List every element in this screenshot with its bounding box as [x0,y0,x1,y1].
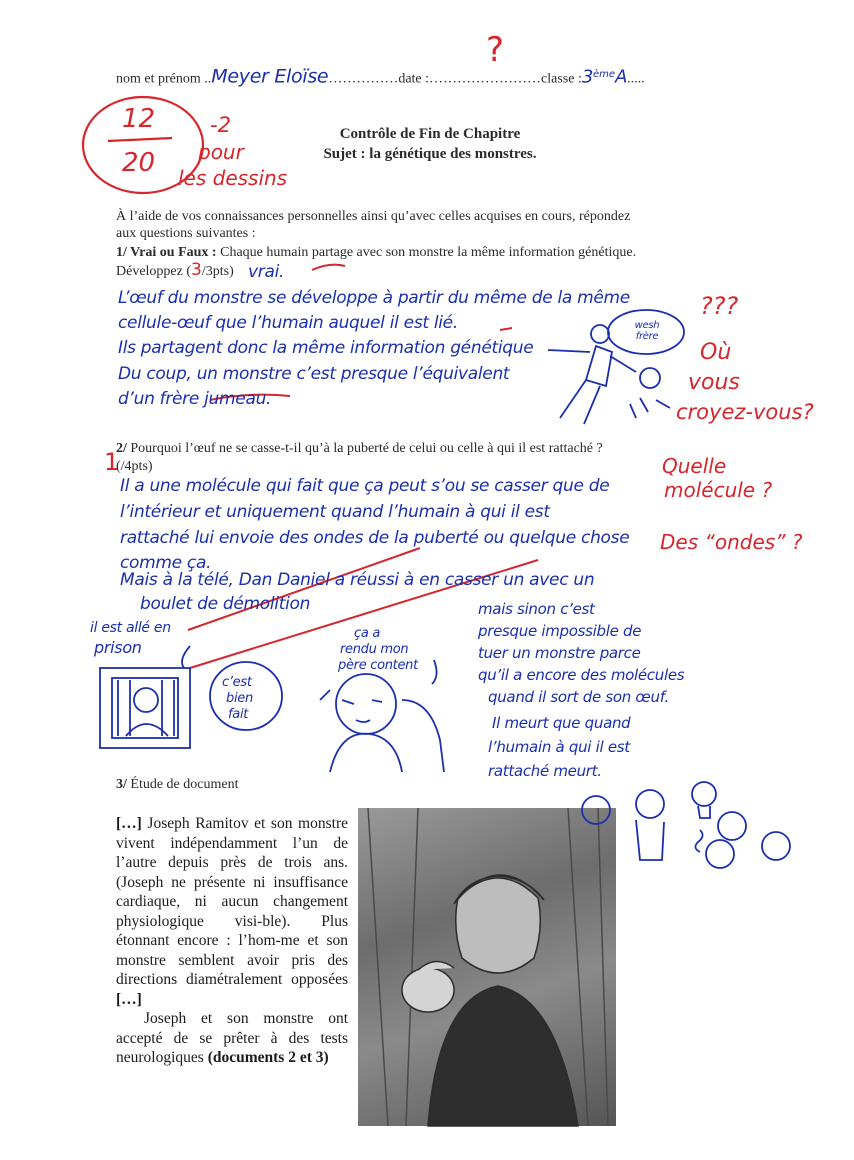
class-label: classe : [541,71,582,87]
q1-comment-3: vous [688,370,740,395]
q2-comment-3: Des “ondes” ? [660,530,803,554]
q1-answer-line: Du coup, un monstre c’est presque l’équivalent [118,364,510,384]
q2-right-line: qu’il a encore des molécules [478,666,685,684]
doodle-left-1: il est allé en [90,620,171,636]
q2-answer-line: boulet de démolition [140,594,311,614]
q1-comment-4: croyez-vous? [676,400,814,424]
doodle-mid-3: père content [338,658,418,673]
q2-answer-line: comme ça. [120,553,212,573]
skull-icon [706,840,734,868]
doodle-mid-1: ça a [354,626,381,641]
q1-develop: Développez (3/3pts) [116,260,234,280]
name-dots: …………… [328,71,399,87]
q2-right-line: rattaché meurt. [488,762,602,780]
q2-answer-line: l’intérieur et uniquement quand l’humain à qui il est [120,502,550,522]
document-paragraph-2: Joseph et son monstre ont accepté de se prêter à des tests neurologiques (documents 2 et 3) [116,1010,348,1066]
skull-icon-jaw [698,806,710,818]
exam-subject: Sujet : la génétique des monstres. [323,146,537,162]
q1-answer-line: Ils partagent donc la même information génétique [118,338,534,358]
q1-answer-head: vrai. [248,262,285,282]
q2-answer-line: Mais à la télé, Dan Daniel a réussi à en casser un avec un [120,570,595,590]
doodle-left-2: prison [94,638,142,657]
q1-answer-line: d’un frère jumeau. [118,389,272,409]
q1-bubble-text: wesh frère [634,320,660,342]
doodle-bubble-1: c’est [222,675,252,690]
squiggle-icon [695,830,702,852]
q2-comment-1: Quelle [662,454,727,478]
doodle-bubble-3: fait [228,707,249,722]
q2-right-line: presque impossible de [478,622,642,640]
grade-numerator: 12 [122,104,156,134]
q2-right-line: tuer un monstre parce [478,644,641,662]
date-dots: …………………… [429,71,542,87]
document-text: […] Joseph Ramitov et son monstre vivent indépendamment l’un de l’autre depuis près de trois ans. (Joseph ne présente ni insuffisance cardiaque, ni aucun changement physiologique visi-ble). Plus étonnant encore : l’hom-me et son monstre semblent avoir pris des directions diamétralement opposées […] Joseph et son monstre ont accepté de se prêter à des tests neurologiques (documents 2 et 3) [116,815,348,1066]
student-name: Meyer Eloïse [211,65,329,88]
penalty-note-1: pour [198,140,244,164]
q2-points: (/4pts) [116,459,153,474]
skull-icon [718,812,746,840]
doodle-girl-head [636,790,664,818]
class-value: 3 [581,66,594,88]
document-paragraph-1: Joseph Ramitov et son monstre vivent indépendamment l’un de l’autre depuis près de trois ans. (Joseph ne présente ni insuffisance cardiaque, ni aucun changement physiologique visi-ble). Plus étonnant encore : l’hom-me et son monstre semblent avoir pris des directions diamétralement opposées [116,815,348,988]
name-label: nom et prénom .. [116,71,212,87]
q2-right-line: Il meurt que quand [492,714,631,732]
q1-answer-line: cellule-œuf que l’humain auquel il est lié. [118,313,458,333]
q3-text: Étude de document [130,777,239,792]
intro-line-2: aux questions suivantes : [116,226,256,241]
penalty-note-2: les dessins [178,166,288,190]
date-label: date : [398,71,430,87]
q1-comment-1: ??? [700,292,739,320]
q2-right-line: l’humain à qui il est [488,738,630,756]
grade-penalty: -2 [210,113,231,137]
q2-right-line: mais sinon c’est [478,600,595,618]
q2-number: 2/ [116,441,127,456]
skull-icon [692,782,716,806]
document-reference: (documents 2 et 3) [207,1049,329,1066]
exam-title: Contrôle de Fin de Chapitre [339,126,521,142]
class-sup: ème [593,69,616,80]
q2-text: Pourquoi l’œuf ne se casse-t-il qu’à la puberté de celui ou celle à qui il est rattaché ? [130,441,603,456]
doodle-bubble-2: bien [226,691,253,706]
doodle-girl-body [636,820,664,860]
doodle-creature [582,796,610,824]
q1-comment-2: Où [700,340,732,365]
q1-answer-line: L’œuf du monstre se développe à partir du même de la même [118,288,630,308]
q2-answer-line: rattaché lui envoie des ondes de la puberté ou quelque chose [120,528,630,548]
q1-score: 3 [191,260,202,280]
q1-text: Chaque humain partage avec son monstre la même information génétique. [220,245,637,260]
grade-denominator: 20 [122,148,156,178]
q2-comment-2: molécule ? [664,478,773,502]
q3-number: 3/ [116,777,127,792]
q1-number: 1/ Vrai ou Faux : [116,245,217,260]
q2-answer-line: Il a une molécule qui fait que ça peut s’ou se casser que de [120,476,610,496]
class-letter: A [615,66,628,88]
class-dots: ..... [627,71,645,87]
intro-line-1: À l’aide de vos connaissances personnelles ainsi qu’avec celles acquises en cours, répondez [116,209,631,224]
q2-score: 1 [104,448,120,476]
skull-icon [762,832,790,860]
q2-right-line: quand il sort de son œuf. [488,688,669,706]
date-question-mark: ? [486,30,505,70]
doodle-mid-2: rendu mon [340,642,409,657]
